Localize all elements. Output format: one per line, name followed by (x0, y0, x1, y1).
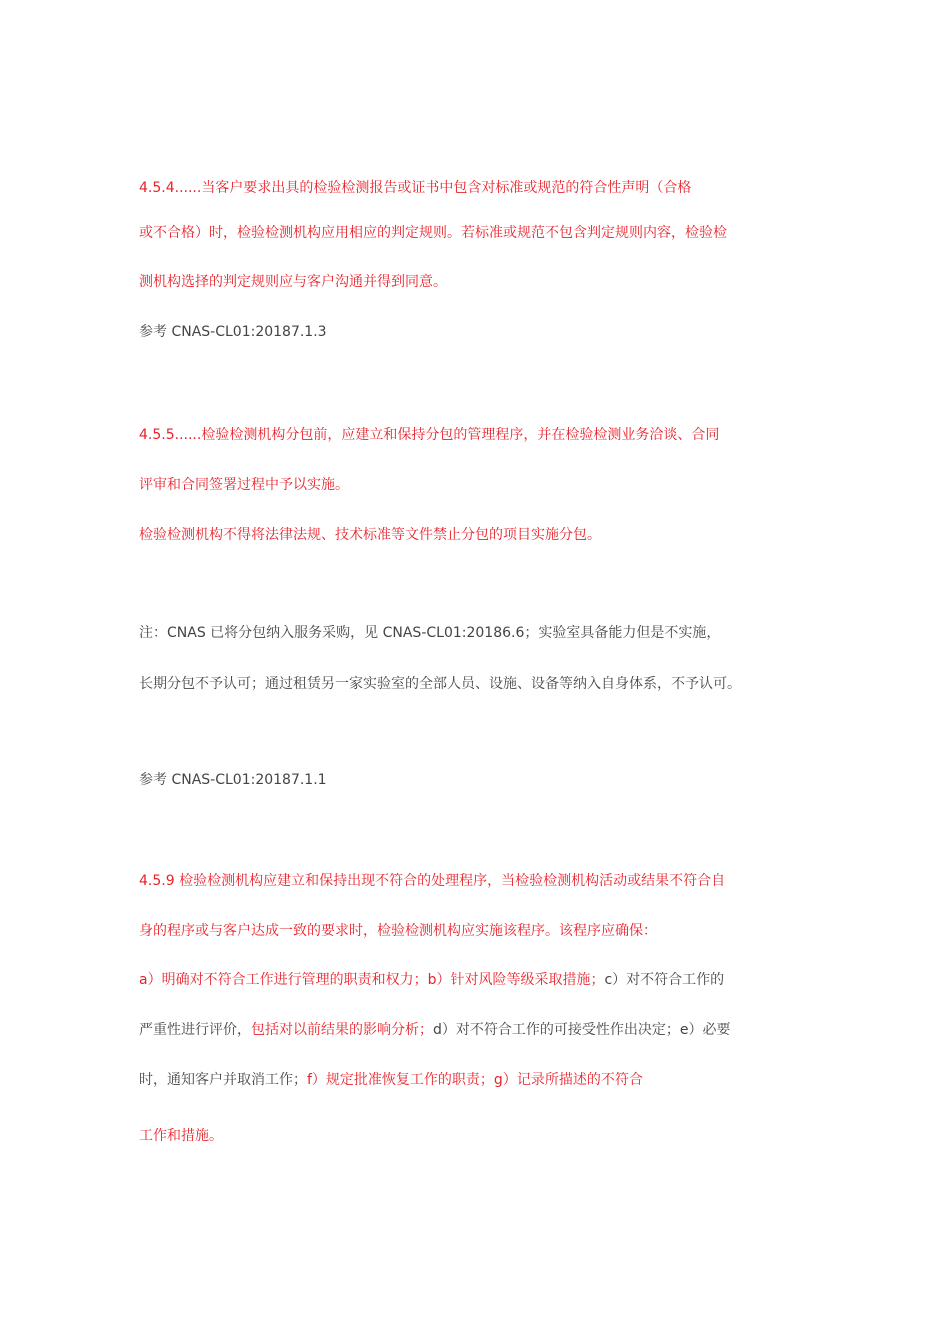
clause-4-5-5-note-line-1: 注：CNAS 已将分包纳入服务采购，见 CNAS-CL01:20186.6；实验室具备能力但是不实施， (139, 625, 721, 641)
clause-4-5-5-reference: 参考 CNAS-CL01:20187.1.1 (139, 772, 327, 788)
clause-4-5-4-line-3: 测机构选择的判定规则应与客户沟通并得到同意。 (139, 274, 447, 290)
clause-4-5-9-line-2: 身的程序或与客户达成一致的要求时，检验检测机构应实施该程序。该程序应确保： (139, 923, 657, 939)
clause-4-5-4-reference: 参考 CNAS-CL01:20187.1.3 (139, 324, 327, 340)
clause-4-5-9-line-6: 工作和措施。 (139, 1128, 223, 1144)
clause-4-5-9-line-3-gray: c）对不符合工作的 (604, 972, 725, 988)
clause-4-5-5-note-line-2: 长期分包不予认可；通过租赁另一家实验室的全部人员、设施、设备等纳入自身体系，不予认可。 (139, 676, 741, 692)
clause-4-5-5-line-1: 4.5.5......检验检测机构分包前，应建立和保持分包的管理程序，并在检验检测业务洽谈、合同 (139, 427, 720, 443)
clause-4-5-4-line-2: 或不合格）时，检验检测机构应用相应的判定规则。若标准或规范不包含判定规则内容，检验检 (139, 225, 727, 241)
clause-4-5-5-line-3: 检验检测机构不得将法律法规、技术标准等文件禁止分包的项目实施分包。 (139, 527, 601, 543)
clause-4-5-9-line-3 (139, 970, 724, 990)
clause-4-5-9-line-4-gray-b: d）对不符合工作的可接受性作出决定；e）必要 (433, 1022, 731, 1038)
clause-4-5-9-line-5-red: f）规定批准恢复工作的职责；g）记录所描述的不符合 (307, 1072, 643, 1088)
clause-4-5-9-line-5-gray: 时，通知客户并取消工作； (139, 1072, 307, 1088)
clause-4-5-9-line-3-red: a）明确对不符合工作进行管理的职责和权力；b）针对风险等级采取措施； (139, 972, 605, 988)
clause-4-5-5-line-2: 评审和合同签署过程中予以实施。 (139, 477, 349, 493)
clause-4-5-9-line-1: 4.5.9 检验检测机构应建立和保持出现不符合的处理程序，当检验检测机构活动或结果不符合自 (139, 873, 726, 889)
clause-4-5-9-line-5 (139, 1070, 643, 1090)
clause-4-5-9-line-4 (139, 1020, 731, 1040)
clause-4-5-9-line-4-red: 包括对以前结果的影响分析； (251, 1022, 433, 1038)
clause-4-5-4-line-1: 4.5.4......当客户要求出具的检验检测报告或证书中包含对标准或规范的符合性声明（合格 (139, 180, 692, 196)
clause-4-5-9-line-4-gray-a: 严重性进行评价， (139, 1022, 251, 1038)
